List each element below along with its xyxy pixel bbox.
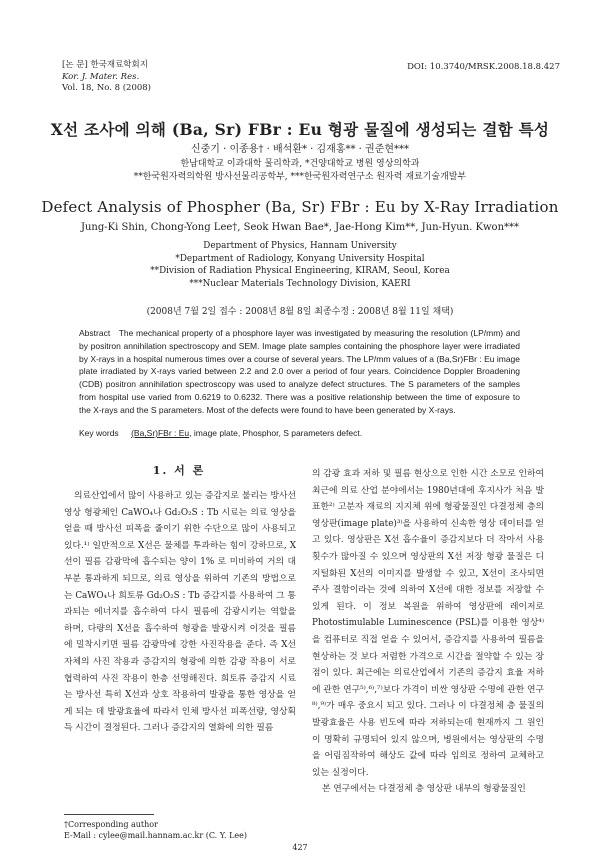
keywords (79, 428, 520, 438)
keywords-rest: , image plate, Phosphor, S parameters defect. (189, 428, 363, 438)
abstract (79, 327, 520, 417)
journal-volume: Vol. 18, No. 8 (2008) (62, 83, 152, 93)
footnote (64, 819, 247, 841)
page-number: 427 (292, 843, 308, 852)
footnote-corresponding: †Corresponding author (64, 820, 158, 829)
keywords-label: Key words (79, 428, 119, 438)
abstract-text: The mechanical property of a phosphore layer was investigated by measuring the resolution (LP/mm) and by positron annihilation spectroscopy and SEM. Image plate samples containing the phosphore layer were irradiated by X-rays in a hospital numerous times over a course of several years. The LP/mm values of a (Ba,Sr)FBr : Eu image plate irradiated by X-rays varied between 2.2 and 2.0 over a period of four years. Coincidence Doppler Broadening (CDB) positron annihilation spectroscopy was used to analyze defect structures. The S parameters of the samples from hospital use varied from 0.6219 to 0.6232. There was a positive relationship between the time of exposure to the X-rays and the S parameters. Most of the defects were found to have been generated by X-rays. (79, 328, 520, 415)
affiliation-en-line: Department of Physics, Hannam University (203, 241, 397, 251)
journal-abbrev: Kor. J. Mater. Res. (62, 71, 140, 82)
footnote-rule (64, 814, 154, 815)
abstract-label: Abstract (79, 328, 111, 338)
body-paragraph: 의 감광 효과 저하 및 필름 현상으로 인한 시간 소모로 인하여 최근에 의료 산업 분야에서는 1980년대에 후지사가 처음 발표한²⁾ 고분자 재료의 지지체 위에 형광물질인 다결정체 층의 영상판(image plate)³⁾을 사용하여 신속한 영상 데이터를 얻고 있다. 영상판은 X선 흡수율이 증감지보다 더 작아서 사용 횟수가 많아질 수 있으며 영상판의 X선 저장 형광 물질은 디지털화된 X선의 이미지를 발생할 수 있고, X선이 조사되면 주사 결함이라는 것에 의하여 X선에 대한 정보를 저장할 수 있게 된다. 이 정보 복원을 위하여 영상판에 레이저로 Photostimulable Luminescence (PSL)를 이용한 영상⁴⁾을 컴퓨터로 직접 얻을 수 있어서, 증감지를 사용하여 필름을 현상하는 것 보다 저렴한 가격으로 시간을 절약할 수 있는 장점이 있다. 최근에는 의료산업에서 기존의 증감지 효율 저하에 관한 연구⁵⁾,⁶⁾,⁷⁾보다 가격이 비싼 영상판 수명에 관한 연구⁸⁾,⁹⁾가 매우 중요시 되고 있다. 그러나 이 다결정체 층 물질의 발광효율은 사용 빈도에 따라 저하되는데 현재까지 그 원인이 명확히 규명되어 있지 않으며, 병원에서는 영상판의 수명을 어림짐작하여 해상도 값에 따라 임의로 정하여 교체하고 있는 실정이다. (312, 469, 544, 778)
affiliation-en-line: ***Nuclear Materials Technology Division, KAERI (189, 278, 411, 289)
doi: DOI: 10.3740/MRSK.2008.18.8.427 (407, 62, 560, 72)
journal-name: [논 문] 한국재료학회지 (62, 60, 148, 70)
section-title: 1. 서 론 (152, 464, 206, 477)
body-paragraph: 의료산업에서 많이 사용하고 있는 증감지로 불리는 방사선 영상 형광체인 CaWO₄나 Gd₂O₂S : Tb 시료는 의료 영상을 얻을 때 방사선 피폭을 줄이기 위한 수단으로 많이 사용되고 있다.¹⁾ 일반적으로 X선은 물체를 투과하는 힘이 강하므로, X선이 필름 감광막에 흡수되는 양이 1% 로 미비하여 거의 대부분 통과하게 되므로, 의료 영상을 위하여 기존의 방법으로는 CaWO₄나 희토류 Gd₂O₂S : Tb 증감지를 사용하여 그 통과되는 에너지를 흡수하여 다시 필름에 감광시키는 역할을 하며, 다량의 X선을 흡수하여 형광을 발광시켜 이것을 필름에 밀착시키면 필름 감광막에 강한 사진작용을 준다. 즉 X선 자체의 사진 작용과 증감지의 형광에 의한 감광 작용이 서로 협력하여 사진 작용이 한층 선명해진다. 희토류 증감지 시료는 방사선 특히 X선과 상호 작용하여 발광을 통한 영상을 얻게 되는 데 발광효율에 따라서 인체 방사선 피폭선량, 영상획득 시간이 결정된다. 그러나 증감지의 열화에 의한 필름 (64, 491, 296, 734)
body-paragraph: 본 연구에서는 다결정체 층 영상판 내부의 형광물질인 (322, 784, 526, 795)
affiliations-english (0, 240, 600, 290)
left-column (64, 488, 296, 737)
title-english: Defect Analysis of Phospher (Ba, Sr) FBr : Eu by X-Ray Irradiation (41, 198, 559, 216)
authors-english: Jung-Ki Shin, Chong-Yong Lee†, Seok Hwan Bae*, Jae-Hong Kim**, Jun-Hyun. Kwon*** (80, 222, 520, 233)
journal-info (62, 60, 151, 95)
keyword-first: (Ba,Sr)FBr : Eu (131, 428, 190, 438)
affiliations-korean (0, 158, 600, 184)
affiliation-en-line: **Division of Radiation Physical Engineering, KIRAM, Seoul, Korea (150, 266, 450, 277)
affiliation-en-line: *Department of Radiology, Konyang University Hospital (175, 253, 425, 264)
affiliation-ko-line: 한남대학교 이과대학 물리학과, *건양대학교 병원 영상의학과 (180, 159, 420, 169)
right-column (312, 466, 544, 798)
title-korean: X선 조사에 의해 (Ba, Sr) FBr : Eu 형광 물질에 생성되는 결함 특성 (50, 120, 550, 139)
footnote-email: E-Mail : cylee@mail.hannam.ac.kr (C. Y. Lee) (64, 831, 248, 840)
affiliation-ko-line: **한국원자력의학원 방사선물리공학부, ***한국원자력연구소 원자력 재료기술개발부 (133, 172, 467, 182)
received-dates: (2008년 7월 2일 접수 : 2008년 8월 8일 최종수정 : 2008년 8월 11일 채택) (146, 307, 454, 317)
authors-korean: 신중기 · 이종용† · 배석환* · 김재홍** · 권준현*** (190, 144, 410, 155)
